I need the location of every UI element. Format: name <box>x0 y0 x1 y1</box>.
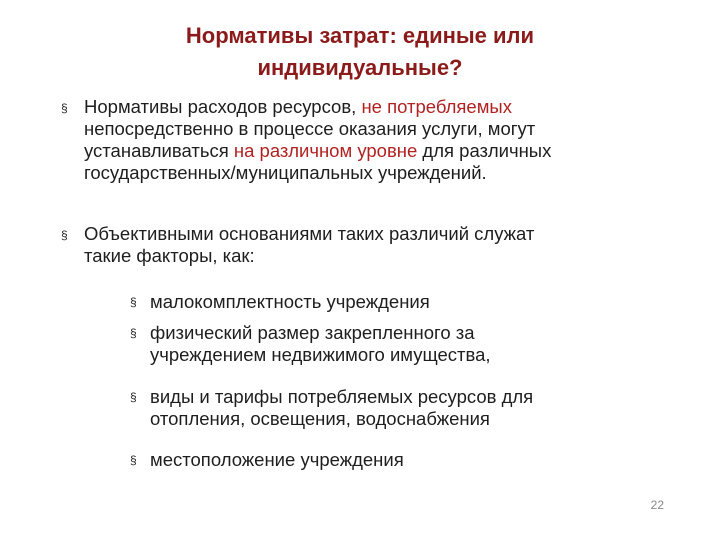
sub-bullet-text <box>150 386 630 430</box>
sub-bullet-line: виды и тарифы потребляемых ресурсов для <box>150 386 534 407</box>
slide-title-line1: Нормативы затрат: единые или <box>185 23 535 48</box>
bullet-text-1 <box>84 96 684 184</box>
bullet-1-line3-tail: для различных <box>417 140 552 161</box>
bullet-1-line2: непосредственно в процессе оказания услуги, могут <box>84 118 536 139</box>
sub-bullet-line: физический размер закрепленного за <box>150 322 475 343</box>
sub-bullet-text <box>150 449 630 471</box>
bullet-2-line1: Объективными основаниями таких различий служат <box>84 223 535 244</box>
sub-bullet-text <box>150 291 630 313</box>
bullet-1-line3-highlight: на различном уровне <box>233 140 418 161</box>
bullet-marker-icon: § <box>61 101 68 115</box>
bullet-marker-icon: § <box>130 326 137 340</box>
sub-bullet-line: отопления, освещения, водоснабжения <box>150 408 490 429</box>
bullet-1-line1 <box>84 96 684 118</box>
slide-title-line2: индивидуальные? <box>257 55 463 80</box>
bullet-marker-icon: § <box>130 390 137 404</box>
bullet-marker-icon: § <box>130 295 137 309</box>
bullet-marker-icon: § <box>61 228 68 242</box>
bullet-1-line3-plain: устанавливаться <box>84 140 234 161</box>
sub-bullet-text <box>150 322 630 366</box>
bullet-1-line4: государственных/муниципальных учреждений. <box>84 162 487 183</box>
bullet-marker-icon: § <box>130 453 137 467</box>
bullet-text-2 <box>84 223 684 267</box>
bullet-1-line1-plain: Нормативы расходов ресурсов, <box>84 96 362 117</box>
slide-title <box>120 20 600 84</box>
bullet-1-line3 <box>84 140 684 162</box>
page-number: 22 <box>650 498 664 512</box>
sub-bullet-line: учреждением недвижимого имущества, <box>150 344 491 365</box>
bullet-2-line2: такие факторы, как: <box>84 245 255 266</box>
bullet-1-line1-highlight: не потребляемых <box>361 96 512 117</box>
sub-bullet-line: малокомплектность учреждения <box>150 291 430 312</box>
sub-bullet-line: местоположение учреждения <box>150 449 404 470</box>
